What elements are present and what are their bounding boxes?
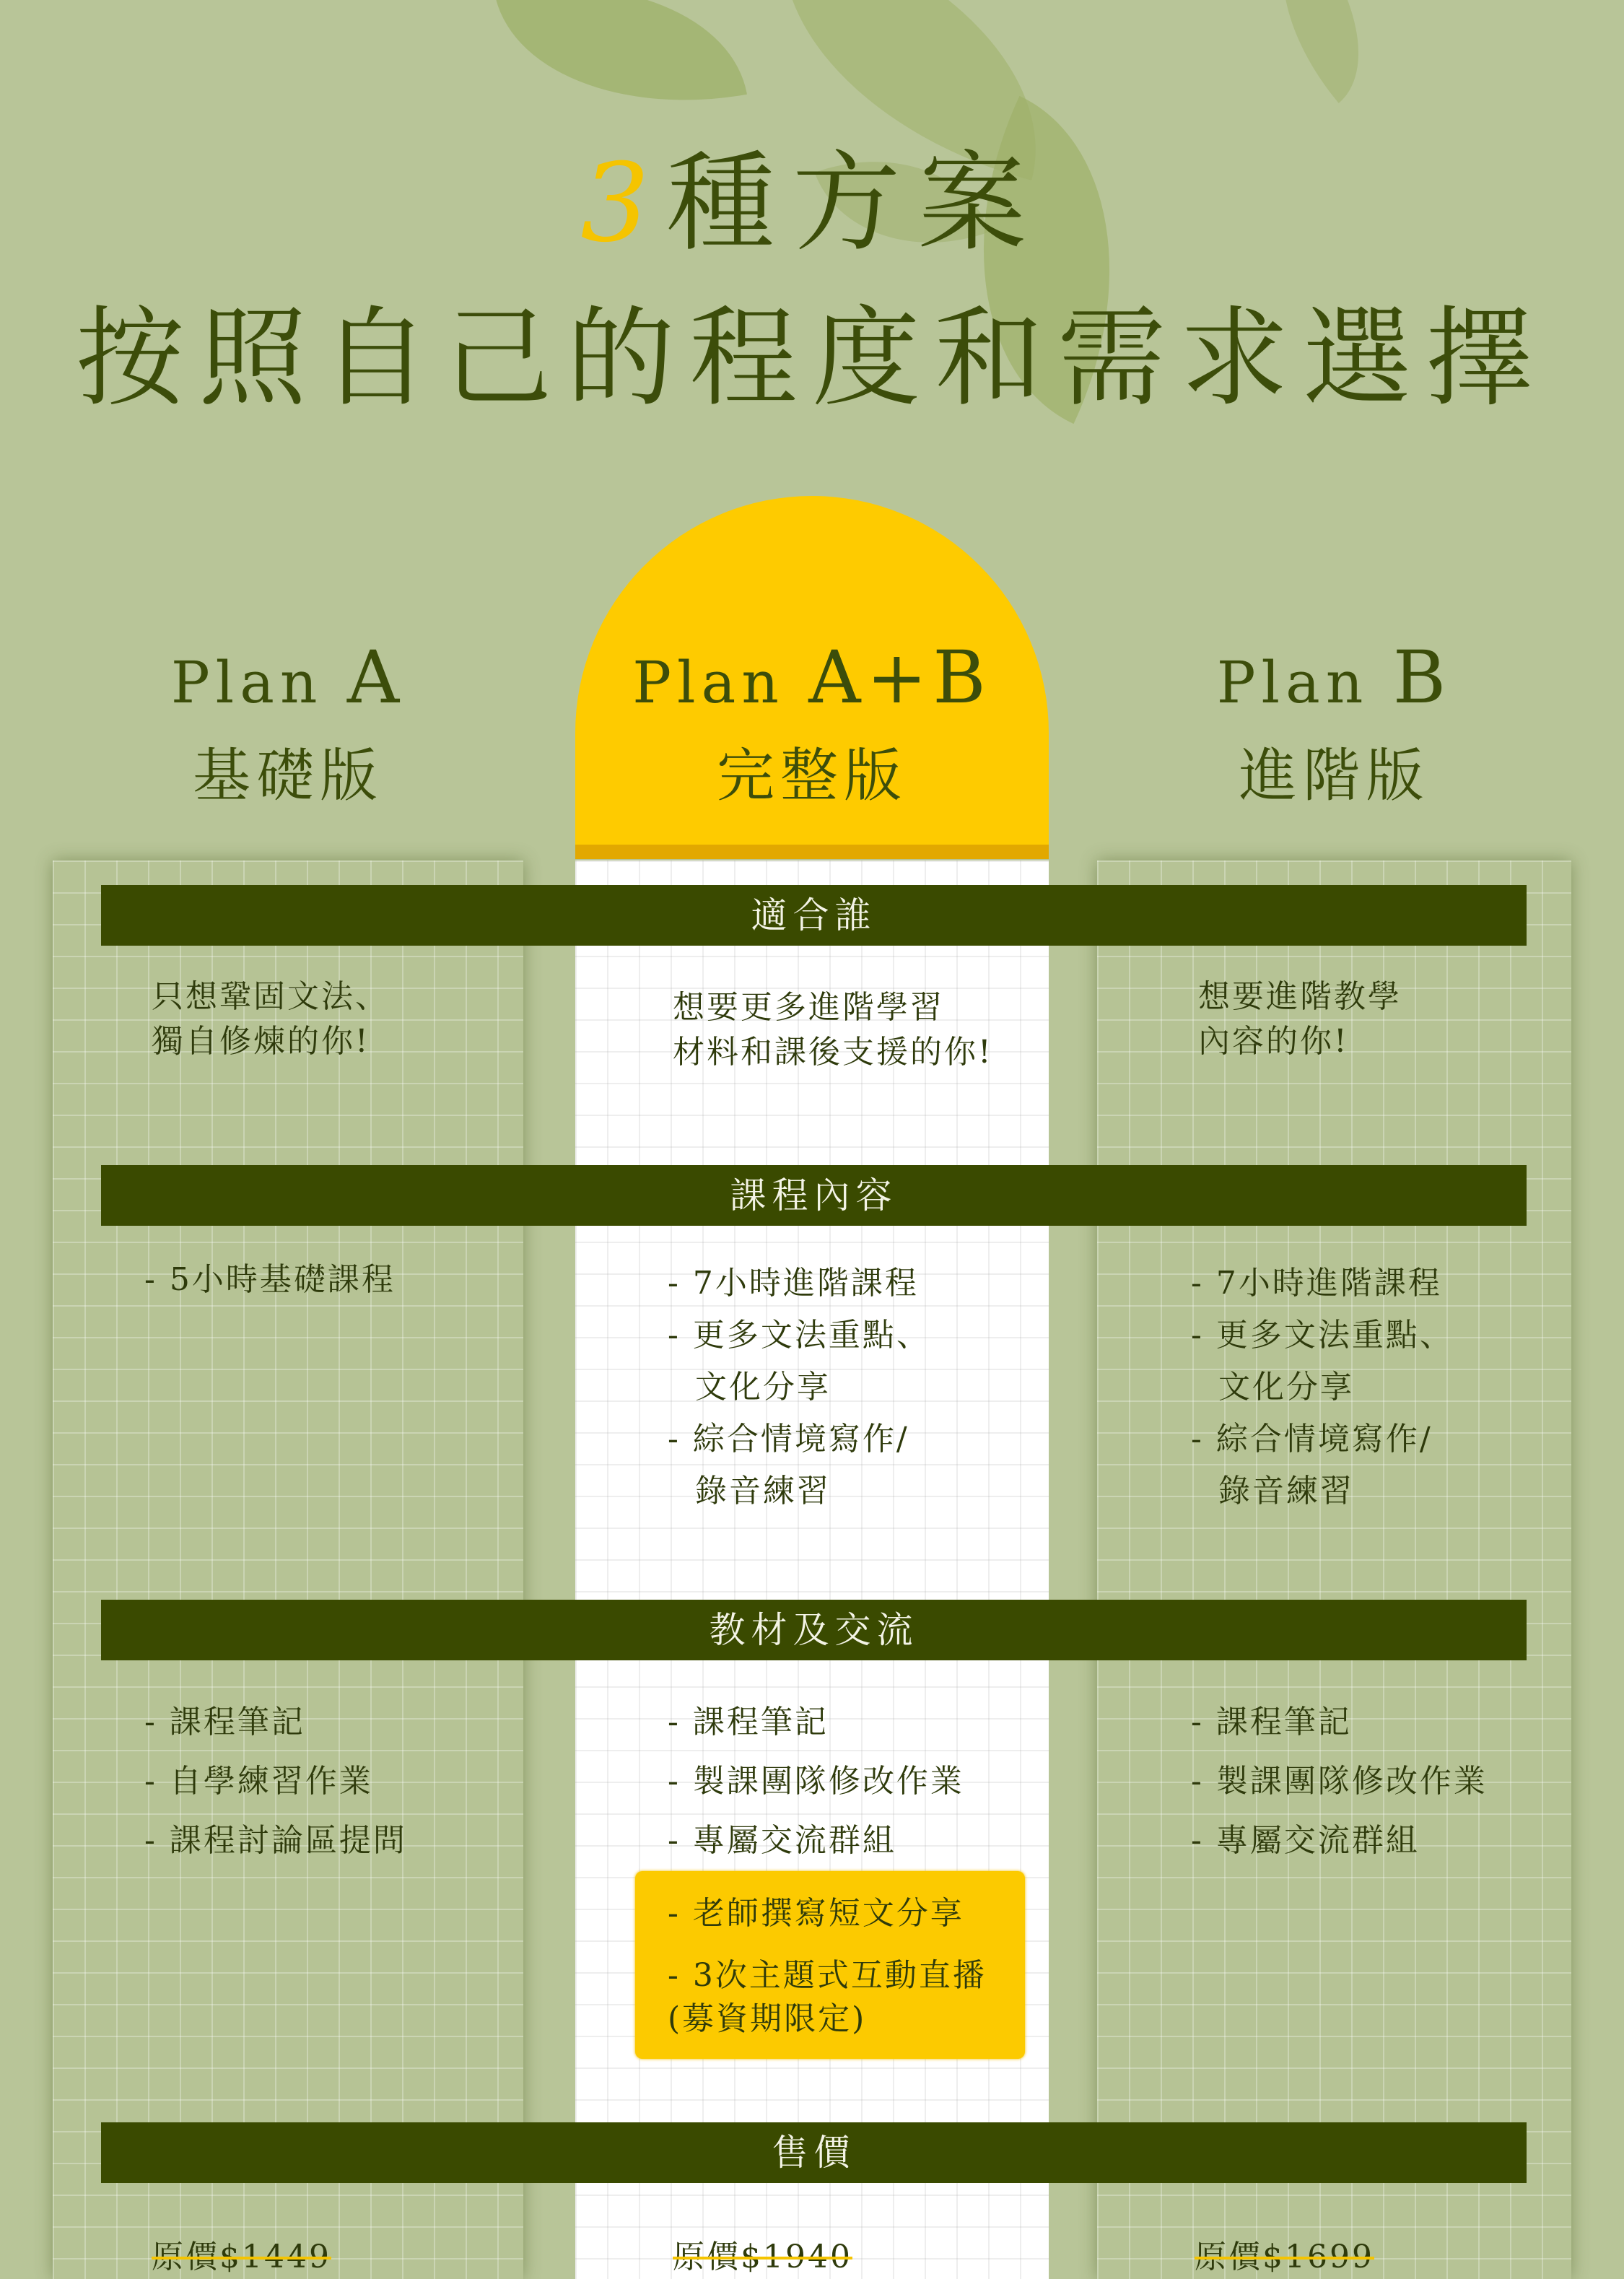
list-item: - 7小時進階課程 — [668, 1265, 919, 1302]
plan-ab-content-list — [668, 1258, 930, 1517]
list-item: (募資期限定) — [668, 2000, 867, 2037]
section-materials-bar: 教材及交流 — [101, 1600, 1527, 1660]
list-item: - 3次主題式互動直播 — [668, 1957, 987, 1994]
list-item: - 製課團隊修改作業 — [1191, 1763, 1488, 1800]
page-subtitle: 按照自己的程度和需求選擇 — [75, 296, 1548, 422]
plan-b-audience: 想要進階教學 內容的你! — [1198, 978, 1402, 1060]
plan-a-content-list — [144, 1258, 396, 1302]
plan-b-content-list — [1191, 1258, 1454, 1517]
plan-b-column — [1097, 860, 1571, 2279]
arch-shadow — [575, 845, 1049, 859]
plan-a-materials-list — [144, 1693, 407, 1870]
plan-b-materials-list — [1191, 1693, 1488, 1870]
plan-a-title: Plan A — [170, 635, 406, 720]
title-rest: 種方案 — [666, 141, 1044, 266]
list-item: - 自學練習作業 — [144, 1763, 373, 1800]
plan-ab-edition: 完整版 — [717, 742, 907, 809]
list-item: 文化分享 — [1218, 1369, 1354, 1406]
section-price-bar: 售價 — [101, 2122, 1527, 2183]
list-item: - 5小時基礎課程 — [144, 1261, 396, 1298]
list-item: 文化分享 — [695, 1369, 831, 1406]
leaf-decoration — [494, 0, 747, 134]
leaf-decoration — [1236, 0, 1405, 103]
list-item: - 課程筆記 — [144, 1704, 305, 1740]
list-item: - 綜合情境寫作/ — [1191, 1421, 1433, 1457]
section-content-bar: 課程內容 — [101, 1165, 1527, 1226]
plan-b-title: Plan B — [1216, 635, 1452, 720]
list-item: - 7小時進階課程 — [1191, 1265, 1442, 1302]
list-item: - 綜合情境寫作/ — [668, 1421, 909, 1457]
plan-ab-original-price: 原價$1940 — [673, 2239, 852, 2275]
list-item: - 課程筆記 — [668, 1704, 829, 1740]
page-title — [0, 116, 1624, 271]
list-item: - 專屬交流群組 — [1191, 1822, 1420, 1859]
list-item: - 更多文法重點、 — [1191, 1317, 1454, 1354]
plan-ab-exclusive-list — [668, 1888, 987, 2045]
list-item: - 更多文法重點、 — [668, 1317, 930, 1354]
plan-count: 3 — [580, 141, 667, 266]
plan-ab-materials-list — [668, 1693, 964, 1870]
plan-a-audience: 只想鞏固文法、 獨自修煉的你! — [152, 978, 389, 1060]
list-item: - 課程討論區提問 — [144, 1822, 407, 1859]
list-item: - 專屬交流群組 — [668, 1822, 896, 1859]
section-audience-bar: 適合誰 — [101, 885, 1527, 946]
plan-ab-audience: 想要更多進階學習 材料和課後支援的你! — [673, 989, 993, 1071]
list-item: - 製課團隊修改作業 — [668, 1763, 964, 1800]
plan-a-original-price: 原價$1449 — [152, 2239, 331, 2275]
list-item: 錄音練習 — [695, 1473, 831, 1509]
plan-ab-title: Plan A+B — [632, 635, 992, 720]
list-item: 錄音練習 — [1218, 1473, 1354, 1509]
plan-b-edition: 進階版 — [1239, 742, 1430, 809]
plan-a-column — [53, 860, 523, 2279]
plan-b-original-price: 原價$1699 — [1195, 2239, 1374, 2275]
list-item: - 老師撰寫短文分享 — [668, 1895, 964, 1932]
plan-a-edition: 基礎版 — [193, 742, 383, 809]
list-item: - 課程筆記 — [1191, 1704, 1352, 1740]
